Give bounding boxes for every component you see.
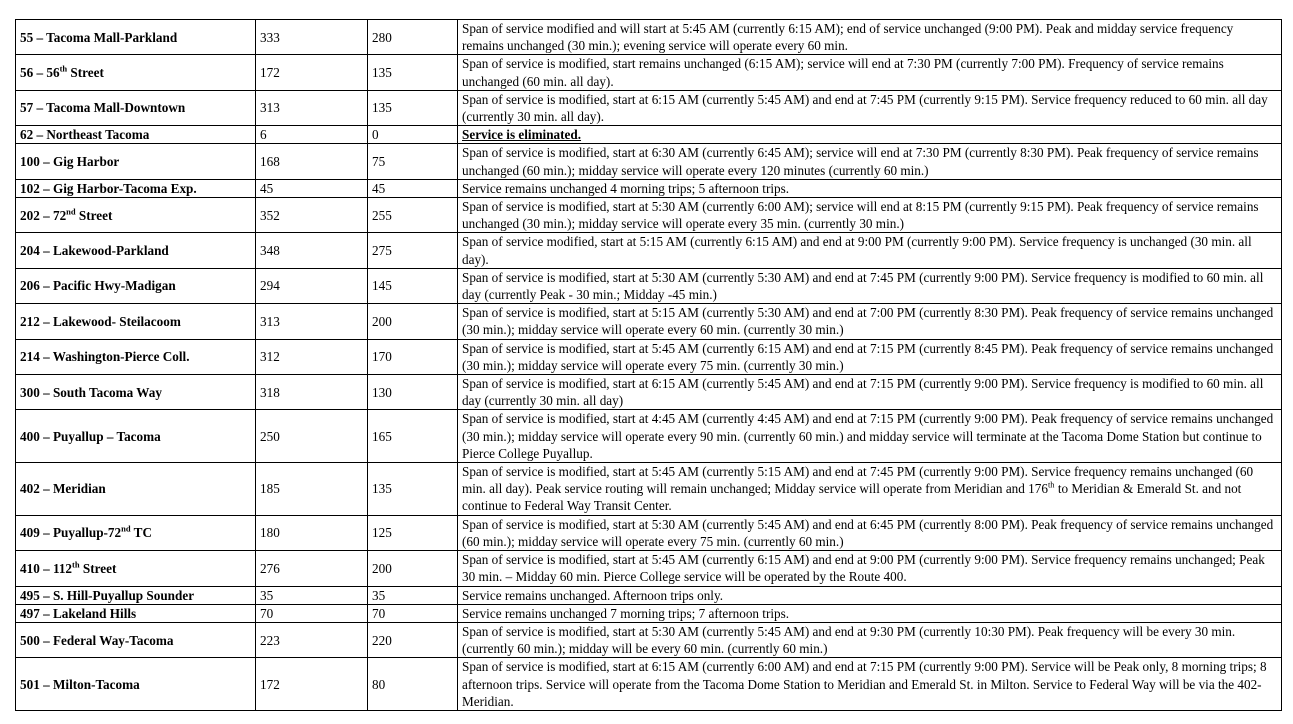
table-row [16, 551, 1282, 586]
proposed-value: 275 [368, 233, 458, 268]
change-description: Span of service is modified, start at 5:30 AM (currently 5:45 AM) and end at 9:30 PM (currently 10:30 PM). Peak frequency will be every 30 min. (currently 60 min.); midday will be every 60 min. (currently 60 min.) [458, 622, 1282, 657]
route-name: 501 – Milton-Tacoma [16, 658, 256, 711]
route-name: 57 – Tacoma Mall-Downtown [16, 90, 256, 125]
table-row [16, 658, 1282, 711]
table-row [16, 144, 1282, 179]
current-value: 313 [256, 90, 368, 125]
proposed-value: 135 [368, 55, 458, 90]
table-row [16, 375, 1282, 410]
change-description: Span of service modified and will start at 5:45 AM (currently 6:15 AM); end of service unchanged (9:00 PM). Peak and midday service frequency remains unchanged (30 min.); evening service will operate every 60 min. [458, 20, 1282, 55]
route-name: 497 – Lakeland Hills [16, 604, 256, 622]
route-name-sup: nd [121, 523, 131, 534]
current-value: 180 [256, 515, 368, 550]
current-value: 294 [256, 268, 368, 303]
change-description [458, 126, 1282, 144]
route-name [16, 551, 256, 586]
change-description: Service remains unchanged. Afternoon trips only. [458, 586, 1282, 604]
table-row [16, 304, 1282, 339]
route-name-main: 410 – 112 [20, 560, 73, 576]
current-value: 348 [256, 233, 368, 268]
change-description: Span of service is modified, start at 6:30 AM (currently 6:45 AM); service will end at 7:30 PM (currently 8:30 PM). Peak frequency of service remains unchanged (60 min.); midday service will operate every 120 minutes (currently 60 min.) [458, 144, 1282, 179]
change-description: Span of service is modified, start at 4:45 AM (currently 4:45 AM) and end at 7:15 PM (currently 9:00 PM). Peak frequency of service remains unchanged (30 min.); midday service will operate every 90 min. (currently 60 min.) and midday service will terminate at the Tacoma Dome Station but continue to Pierce College Puyallup. [458, 410, 1282, 463]
route-name-sup: th [59, 63, 68, 74]
proposed-value: 135 [368, 90, 458, 125]
current-value: 70 [256, 604, 368, 622]
route-name: 495 – S. Hill-Puyallup Sounder [16, 586, 256, 604]
proposed-value: 135 [368, 463, 458, 516]
route-name [16, 515, 256, 550]
proposed-value: 125 [368, 515, 458, 550]
current-value: 185 [256, 463, 368, 516]
proposed-value: 70 [368, 604, 458, 622]
proposed-value: 45 [368, 179, 458, 197]
current-value: 223 [256, 622, 368, 657]
proposed-value: 75 [368, 144, 458, 179]
proposed-value: 35 [368, 586, 458, 604]
description-sup: th [1047, 479, 1055, 490]
description-tail: to Meridian & Emerald St. and not continue to Federal Way Transit Center. [462, 481, 1242, 514]
table-row [16, 198, 1282, 233]
route-name [16, 55, 256, 90]
current-value: 318 [256, 375, 368, 410]
table-row [16, 410, 1282, 463]
current-value: 168 [256, 144, 368, 179]
route-name [16, 198, 256, 233]
table-row [16, 586, 1282, 604]
change-description [458, 463, 1282, 516]
table-row [16, 233, 1282, 268]
route-changes-sheet [15, 19, 1282, 711]
route-name: 214 – Washington-Pierce Coll. [16, 339, 256, 374]
table-row [16, 90, 1282, 125]
proposed-value: 165 [368, 410, 458, 463]
change-description: Span of service is modified, start at 5:45 AM (currently 6:15 AM) and end at 7:15 PM (currently 8:45 PM). Peak frequency of service remains unchanged (30 min.); midday service will operate every 75 min. (currently 30 min.) [458, 339, 1282, 374]
route-name-main: 202 – 72 [20, 207, 67, 223]
proposed-value: 200 [368, 551, 458, 586]
current-value: 352 [256, 198, 368, 233]
route-name-sup: th [72, 559, 80, 570]
change-description: Service remains unchanged 7 morning trips; 7 afternoon trips. [458, 604, 1282, 622]
route-changes-table [15, 19, 1282, 711]
table-row [16, 179, 1282, 197]
current-value: 333 [256, 20, 368, 55]
route-name-tail: Street [75, 207, 113, 223]
route-name: 500 – Federal Way-Tacoma [16, 622, 256, 657]
change-description: Span of service is modified, start at 6:15 AM (currently 5:45 AM) and end at 7:15 PM (currently 9:00 PM). Service frequency is modified to 60 min. all day (currently 30 min. all day) [458, 375, 1282, 410]
table-row [16, 463, 1282, 516]
route-name: 400 – Puyallup – Tacoma [16, 410, 256, 463]
table-row [16, 268, 1282, 303]
eliminated-notice: Service is eliminated. [462, 127, 582, 143]
current-value: 172 [256, 55, 368, 90]
route-name-tail: Street [79, 560, 117, 576]
change-description: Span of service modified, start at 5:15 AM (currently 6:15 AM) and end at 9:00 PM (currently 9:00 PM). Service frequency is unchanged (30 min. all day). [458, 233, 1282, 268]
proposed-value: 0 [368, 126, 458, 144]
current-value: 45 [256, 179, 368, 197]
route-name: 204 – Lakewood-Parkland [16, 233, 256, 268]
change-description: Span of service is modified, start at 5:30 AM (currently 5:45 AM) and end at 6:45 PM (currently 8:00 PM). Peak frequency of service remains unchanged (60 min.); midday service will operate every 75 min. (currently 60 min.) [458, 515, 1282, 550]
change-description: Span of service is modified, start at 5:30 AM (currently 6:00 AM); service will end at 8:15 PM (currently 9:15 PM). Peak frequency of service remains unchanged (30 min.); midday service will operate every 35 min. (currently 30 min.) [458, 198, 1282, 233]
table-row [16, 515, 1282, 550]
change-description: Span of service is modified, start at 5:30 AM (currently 5:30 AM) and end at 7:45 PM (currently 9:00 PM). Service frequency is modified to 60 min. all day (currently Peak - 30 min.; Midday -45 min.) [458, 268, 1282, 303]
route-name: 206 – Pacific Hwy-Madigan [16, 268, 256, 303]
proposed-value: 220 [368, 622, 458, 657]
table-row [16, 126, 1282, 144]
proposed-value: 280 [368, 20, 458, 55]
route-name: 100 – Gig Harbor [16, 144, 256, 179]
proposed-value: 170 [368, 339, 458, 374]
route-name: 402 – Meridian [16, 463, 256, 516]
current-value: 313 [256, 304, 368, 339]
route-name-sup: nd [66, 206, 76, 217]
change-description: Span of service is modified, start remains unchanged (6:15 AM); service will end at 7:30 PM (currently 7:00 PM). Frequency of service remains unchanged (60 min. all day). [458, 55, 1282, 90]
current-value: 276 [256, 551, 368, 586]
route-name: 62 – Northeast Tacoma [16, 126, 256, 144]
description-main: Span of service is modified, start at 5:45 AM (currently 5:15 AM) and end at 7:45 PM (currently 9:00 PM). Service frequency remains unchanged (60 min. all day). Peak service routing will remain unchanged; Midday service will operate from Meridian and 176 [462, 464, 1254, 497]
route-name: 300 – South Tacoma Way [16, 375, 256, 410]
proposed-value: 130 [368, 375, 458, 410]
change-description: Span of service is modified, start at 5:45 AM (currently 6:15 AM) and end at 9:00 PM (currently 9:00 PM). Service frequency remains unchanged; Peak 30 min. – Midday 60 min. Pierce College service will be operated by the Route 400. [458, 551, 1282, 586]
route-name: 55 – Tacoma Mall-Parkland [16, 20, 256, 55]
table-row [16, 55, 1282, 90]
route-name-main: 56 – 56 [20, 65, 60, 80]
route-name-tail: Street [67, 65, 104, 80]
route-name: 212 – Lakewood- Steilacoom [16, 304, 256, 339]
current-value: 35 [256, 586, 368, 604]
proposed-value: 80 [368, 658, 458, 711]
proposed-value: 200 [368, 304, 458, 339]
current-value: 6 [256, 126, 368, 144]
current-value: 250 [256, 410, 368, 463]
route-name-tail: TC [130, 525, 152, 541]
proposed-value: 145 [368, 268, 458, 303]
table-row [16, 622, 1282, 657]
route-name-main: 409 – Puyallup-72 [20, 525, 122, 541]
change-description: Span of service is modified, start at 6:15 AM (currently 6:00 AM) and end at 7:15 PM (currently 9:00 PM). Service will be Peak only, 8 morning trips; 8 afternoon trips. Service will operate from the Tacoma Dome Station to Meridian and Emerald St. in Milton. Service to Federal Way will be via the 402-Meridian. [458, 658, 1282, 711]
current-value: 312 [256, 339, 368, 374]
table-row [16, 604, 1282, 622]
table-row [16, 339, 1282, 374]
change-description: Span of service is modified, start at 6:15 AM (currently 5:45 AM) and end at 7:45 PM (currently 9:15 PM). Service frequency reduced to 60 min. all day (currently 30 min. all day). [458, 90, 1282, 125]
change-description: Span of service is modified, start at 5:15 AM (currently 5:30 AM) and end at 7:00 PM (currently 8:30 PM). Peak frequency of service remains unchanged (30 min.); midday service will operate every 60 min. (currently 30 min.) [458, 304, 1282, 339]
table-row [16, 20, 1282, 55]
change-description: Service remains unchanged 4 morning trips; 5 afternoon trips. [458, 179, 1282, 197]
current-value: 172 [256, 658, 368, 711]
route-name: 102 – Gig Harbor-Tacoma Exp. [16, 179, 256, 197]
proposed-value: 255 [368, 198, 458, 233]
